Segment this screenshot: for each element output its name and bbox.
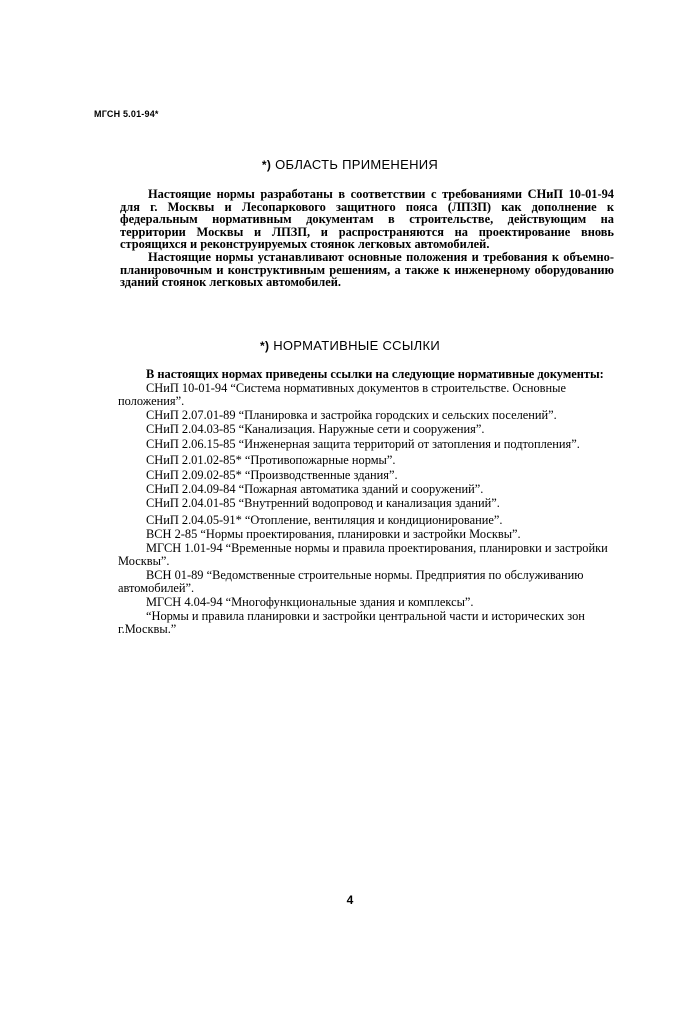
document-code: МГСН 5.01-94* xyxy=(94,109,159,119)
references-intro: В настоящих нормах приведены ссылки на следующие нормативные документы: xyxy=(146,367,604,381)
reference-item: СНиП 2.04.09-84 “Пожарная автоматика зданий и сооружений”. xyxy=(146,481,484,496)
page-number: 4 xyxy=(346,893,354,907)
reference-item: СНиП 10-01-94 “Система нормативных документов в строительстве. Основные положения”. xyxy=(118,381,566,408)
reference-item: МГСН 4.04-94 “Многофункциональные здания и комплексы”. xyxy=(146,595,474,610)
reference-item: ВСН 2-85 “Нормы проектирования, планировки и застройки Москвы”. xyxy=(146,526,521,541)
paragraph: Настоящие нормы устанавливают основные положения и требования к объемно-планировочным и конструктивным решениям, а также к инженерному оборудованию зданий стоянок легковых автомобилей. xyxy=(120,249,614,290)
reference-item: СНиП 2.06.15-85 “Инженерная защита территорий от затопления и подтопления”. xyxy=(146,436,580,451)
reference-item: СНиП 2.04.05-91* “Отопление, вентиляция и кондиционирование”. xyxy=(146,512,503,527)
reference-item: СНиП 2.04.01-85 “Внутренний водопровод и канализация зданий”. xyxy=(146,495,500,510)
reference-item: СНиП 2.07.01-89 “Планировка и застройка городских и сельских поселений”. xyxy=(146,408,557,423)
reference-item: “Нормы и правила планировки и застройки центральной части и исторических зон г.Москвы.” xyxy=(118,609,585,637)
references-list xyxy=(118,368,612,637)
section-title-text: НОРМАТИВНЫЕ ССЫЛКИ xyxy=(273,338,440,353)
reference-item: МГСН 1.01-94 “Временные нормы и правила проектирования, планировки и застройки Москвы”. xyxy=(118,541,608,568)
reference-item: ВСН 01-89 “Ведомственные строительные нормы. Предприятия по обслуживанию автомобилей”. xyxy=(118,568,584,595)
reference-item: СНиП 2.04.03-85 “Канализация. Наружные сети и сооружения”. xyxy=(146,422,485,437)
section-title-text: ОБЛАСТЬ ПРИМЕНЕНИЯ xyxy=(275,157,439,172)
reference-item: СНиП 2.09.02-85* “Производственные здания”. xyxy=(146,467,398,482)
section-title-scope xyxy=(0,157,700,172)
paragraph: Настоящие нормы разработаны в соответствии с требованиями СНиП 10-01-94 для г. Москвы и Лесопаркового защитного пояса (ЛПЗП) как дополнение к федеральным нормативным документам в строительстве, действующим на территории Москвы и ЛПЗП, и распространяются на проектирование вновь строящихся и реконструируемых стоянок легковых автомобилей. xyxy=(120,187,614,252)
section-title-references xyxy=(0,338,700,353)
reference-item: СНиП 2.01.02-85* “Противопожарные нормы”. xyxy=(146,453,396,468)
footnote-marker: *) xyxy=(260,339,270,353)
footnote-marker: *) xyxy=(261,158,272,172)
section-body-scope xyxy=(120,188,614,289)
